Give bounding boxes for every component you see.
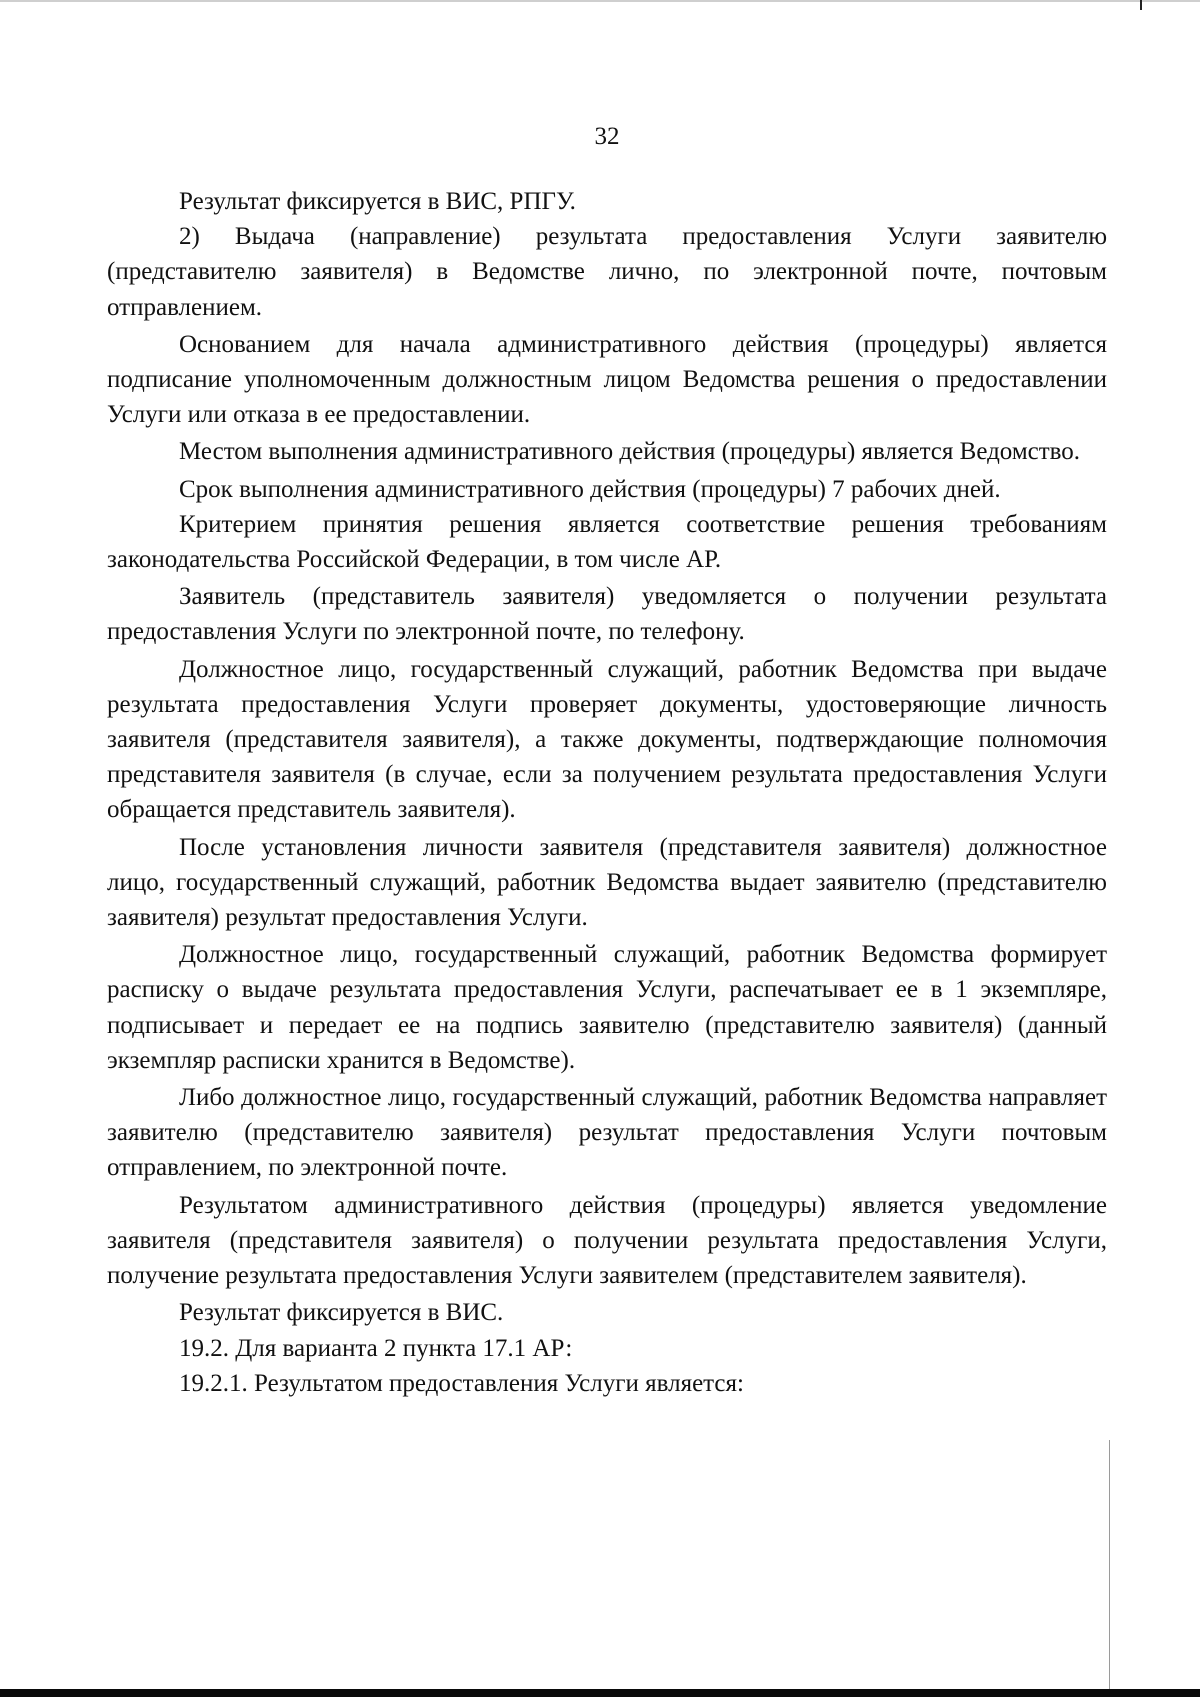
- paragraph: Либо должностное лицо, государственный служащий, работник Ведомства направляет заявителю (представителю заявителя) результат предоставления Услуги почтовым отправлением, по электронной почте.: [107, 1084, 1107, 1182]
- paragraph: Срок выполнения административного действия (процедуры) 7 рабочих дней.: [179, 475, 1001, 503]
- paragraph: Основанием для начала административного действия (процедуры) является подписание уполномоченным должностным лицом Ведомства решения о предоставлении Услуги или отказа в ее предоставлении.: [107, 330, 1107, 429]
- paragraph: Заявитель (представитель заявителя) уведомляется о получении результата предоставления Услуги по электронной почте, по телефону.: [107, 583, 1107, 646]
- scan-vertical-line: [1109, 1440, 1110, 1690]
- scan-bottom-edge: [0, 1689, 1200, 1697]
- page-number: 32: [594, 123, 620, 150]
- scan-top-edge: [0, 0, 1200, 2]
- paragraph: 19.2.1. Результатом предоставления Услуги является:: [179, 1369, 744, 1397]
- paragraph: 2) Выдача (направление) результата предоставления Услуги заявителю (представителю заявителя) в Ведомстве лично, по электронной почте, почтовым отправлением.: [107, 223, 1107, 321]
- paragraph: Результатом административного действия (процедуры) является уведомление заявителя (представителя заявителя) о получении результата предоставления Услуги, получение результата предоставления Услуги заявителем (представителем заявителя).: [107, 1191, 1107, 1290]
- paragraph: Должностное лицо, государственный служащий, работник Ведомства при выдаче результата предоставления Услуги проверяет документы, удостоверяющие личность заявителя (представителя заявителя), а также документы, подтверждающие полномочия представителя заявителя (в случае, если за получением результата предоставления Услуги обращается представитель заявителя).: [107, 655, 1107, 824]
- paragraph: Результат фиксируется в ВИС.: [179, 1299, 504, 1327]
- scan-right-mark: [1140, 0, 1142, 10]
- paragraph: Местом выполнения административного действия (процедуры) является Ведомство.: [179, 438, 1081, 466]
- paragraph: Критерием принятия решения является соответствие решения требованиям законодательства Российской Федерации, в том числе АР.: [107, 510, 1107, 574]
- paragraph: Должностное лицо, государственный служащий, работник Ведомства формирует расписку о выдаче результата предоставления Услуги, распечатывает ее в 1 экземпляре, подписывает и передает ее на подпись заявителю (представителю заявителя) (данный экземпляр расписки хранится в Ведомстве).: [107, 941, 1107, 1074]
- paragraph: 19.2. Для варианта 2 пункта 17.1 АР:: [179, 1334, 573, 1362]
- paragraph: После установления личности заявителя (представителя заявителя) должностное лицо, государственный служащий, работник Ведомства выдает заявителю (представителю заявителя) результат предоставления Услуги.: [107, 833, 1107, 932]
- document-body: [107, 184, 1107, 1401]
- paragraph: Результат фиксируется в ВИС, РПГУ.: [179, 188, 576, 215]
